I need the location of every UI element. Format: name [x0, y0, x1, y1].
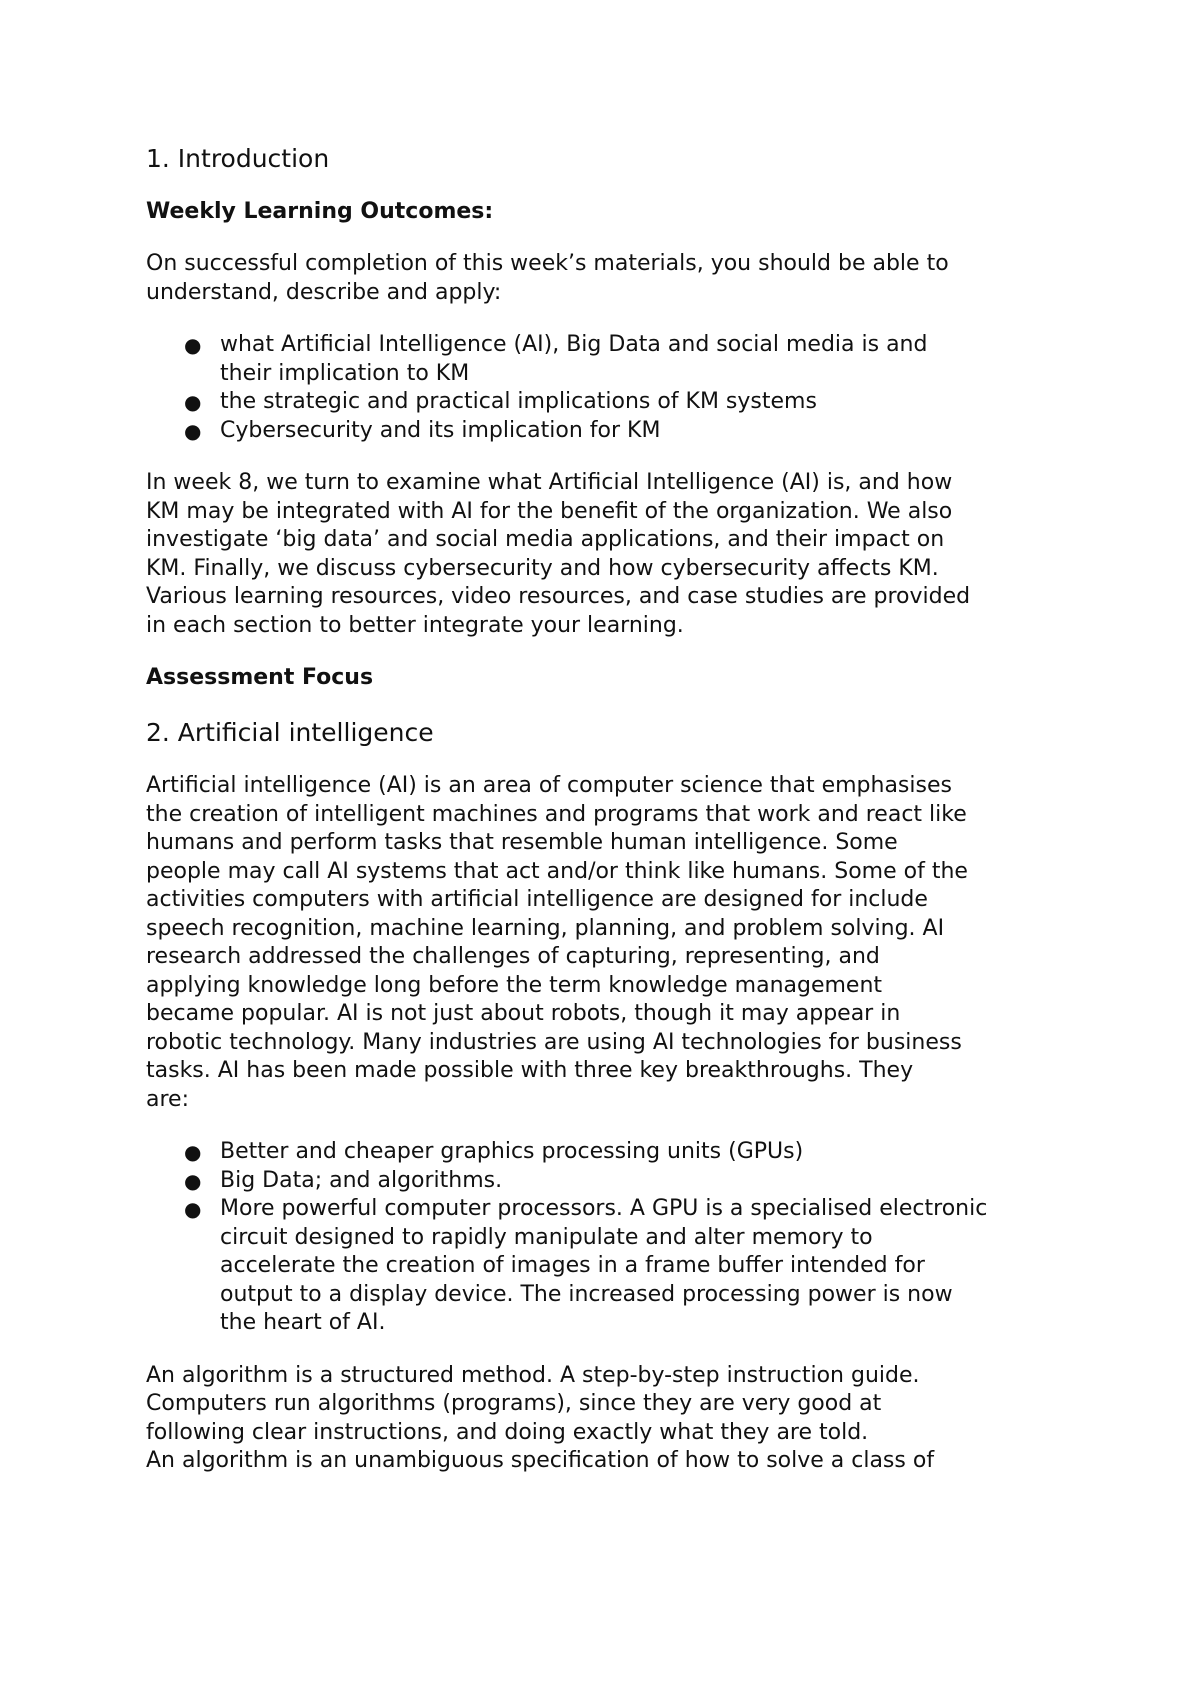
text-line: tasks. AI has been made possible with three key breakthroughs. They — [146, 1058, 914, 1083]
list-item — [146, 417, 1076, 446]
text-line: Cybersecurity and its implication for KM — [220, 417, 661, 443]
week-overview-paragraph — [146, 469, 1076, 640]
text-line: in each section to better integrate your learning. — [146, 612, 684, 638]
text-line: Computers run algorithms (programs), since they are very good at — [146, 1391, 882, 1416]
text-line: following clear instructions, and doing exactly what they are told. — [146, 1419, 869, 1445]
list-item — [146, 1195, 1076, 1338]
text-line: In week 8, we turn to examine what Artificial Intelligence (AI) is, and how — [146, 470, 953, 495]
bullet-icon: ● — [184, 1168, 202, 1193]
text-line: Big Data; and algorithms. — [220, 1167, 503, 1193]
text-line: the heart of AI. — [220, 1310, 386, 1335]
text-line: robotic technology. Many industries are using AI technologies for business — [146, 1029, 962, 1055]
section-heading-artificial-intelligence: 2. Artificial intelligence — [146, 718, 434, 747]
assessment-focus-label: Assessment Focus — [146, 665, 374, 690]
document-page — [146, 142, 1076, 1500]
section-heading-introduction: 1. Introduction — [146, 144, 330, 173]
text-line: the strategic and practical implications of KM systems — [220, 389, 817, 414]
text-line: More powerful computer processors. A GPU is a specialised electronic — [220, 1196, 988, 1221]
list-item — [146, 1138, 1076, 1167]
text-line: KM. Finally, we discuss cybersecurity and how cybersecurity affects KM. — [146, 555, 939, 581]
ai-definition-paragraph — [146, 772, 1076, 1114]
learning-outcomes-label: Weekly Learning Outcomes: — [146, 199, 494, 224]
text-line: speech recognition, machine learning, planning, and problem solving. AI — [146, 915, 945, 941]
list-item — [146, 331, 1076, 388]
text-line: accelerate the creation of images in a frame buffer intended for — [220, 1253, 925, 1278]
bullet-icon: ● — [184, 390, 202, 414]
text-line: circuit designed to rapidly manipulate and alter memory to — [220, 1224, 873, 1250]
bullet-icon: ● — [184, 1197, 202, 1221]
text-line: the creation of intelligent machines and programs that work and react like — [146, 801, 967, 827]
list-item — [146, 1167, 1076, 1196]
text-line: people may call AI systems that act and/or think like humans. Some of the — [146, 858, 968, 884]
text-line: understand, describe and apply: — [146, 279, 502, 305]
intro-paragraph — [146, 250, 1076, 307]
text-line: what Artificial Intelligence (AI), Big Data and social media is and — [220, 332, 928, 357]
bullet-icon: ● — [184, 333, 202, 357]
text-line: Artificial intelligence (AI) is an area of computer science that emphasises — [146, 773, 952, 798]
text-line: output to a display device. The increased processing power is now — [220, 1281, 953, 1307]
text-line: their implication to KM — [220, 360, 470, 386]
text-line: On successful completion of this week’s materials, you should be able to — [146, 251, 949, 276]
text-line: activities computers with artificial intelligence are designed for include — [146, 887, 928, 912]
text-line: humans and perform tasks that resemble human intelligence. Some — [146, 830, 898, 855]
bullet-icon: ● — [184, 418, 202, 443]
list-item — [146, 388, 1076, 417]
bullet-icon: ● — [184, 1140, 202, 1164]
text-line: KM may be integrated with AI for the benefit of the organization. We also — [146, 498, 953, 524]
text-line: became popular. AI is not just about robots, though it may appear in — [146, 1001, 901, 1026]
text-line: are: — [146, 1086, 189, 1112]
algorithm-paragraph — [146, 1362, 1076, 1476]
text-line: An algorithm is a structured method. A step-by-step instruction guide. — [146, 1362, 920, 1388]
text-line: Better and cheaper graphics processing units (GPUs) — [220, 1139, 804, 1164]
learning-outcomes-list — [146, 331, 1076, 445]
text-line: applying knowledge long before the term knowledge management — [146, 972, 883, 998]
text-line: Various learning resources, video resources, and case studies are provided — [146, 584, 971, 609]
text-line: An algorithm is an unambiguous specification of how to solve a class of — [146, 1448, 935, 1473]
breakthroughs-list — [146, 1138, 1076, 1338]
text-line: investigate ‘big data’ and social media applications, and their impact on — [146, 527, 945, 552]
text-line: research addressed the challenges of capturing, representing, and — [146, 944, 880, 969]
